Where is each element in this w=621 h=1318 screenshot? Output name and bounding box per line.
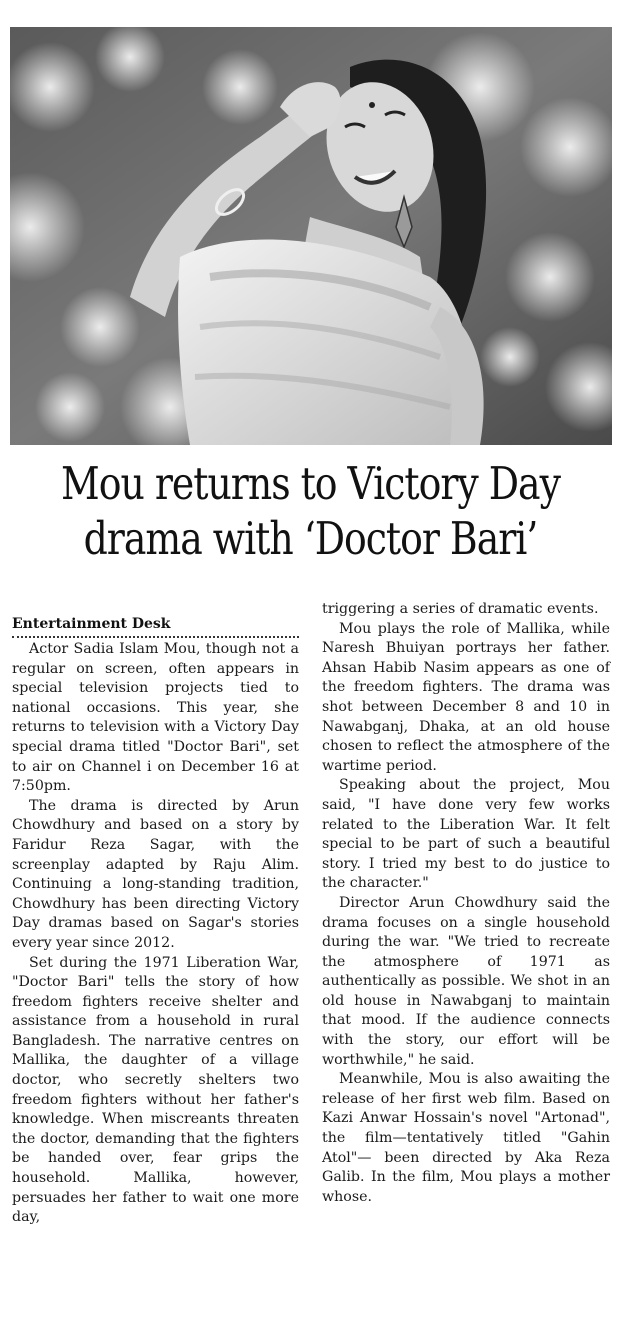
paragraph: The drama is directed by Arun Chowdhury and based on a story by Faridur Reza Sagar, with the screenplay adapted by Raju Alim. Continuing a long-standing tradition, Chowdhury has been directing Victory Day dramas based on Sagar's stories every year since 2012. <box>12 797 299 951</box>
byline: Entertainment Desk <box>12 615 299 638</box>
headline: Mou returns to Victory Day drama with ‘Doctor Bari’ <box>61 457 560 565</box>
article-column-left <box>12 640 299 1228</box>
paragraph: Director Arun Chowdhury said the drama focuses on a single household during the war. "We tried to recreate the atmosphere of 1971 as authentically as possible. We shot in an old house in Nawabganj to maintain that mood. If the audience connects with the story, our effort will be worthwhile," he said. <box>322 894 610 1068</box>
paragraph: Mou plays the role of Mallika, while Naresh Bhuiyan portrays her father. Ahsan Habib Nasim appears as one of the freedom fighters. The drama was shot between December 8 and 10 in Nawabganj, Dhaka, at an old house chosen to reflect the atmosphere of the wartime period. <box>322 620 610 774</box>
paragraph: Actor Sadia Islam Mou, though not a regular on screen, often appears in special television projects tied to national occasions. This year, she returns to television with a Victory Day special drama titled "Doctor Bari", set to air on Channel i on December 16 at 7:50pm. <box>12 641 299 795</box>
portrait-photo-icon <box>10 27 612 445</box>
paragraph-continuation: triggering a series of dramatic events. <box>322 601 599 617</box>
paragraph: Set during the 1971 Liberation War, "Doctor Bari" tells the story of how freedom fighters receive shelter and assistance from a household in rural Bangladesh. The narrative centres on Mallika, the daughter of a village doctor, who secretly shelters two freedom fighters without her father's knowledge. When miscreants threaten the doctor, demanding that the fighters be handed over, fear grips the household. Mallika, however, persuades her father to wait one more day, <box>12 954 299 1226</box>
paragraph: Meanwhile, Mou is also awaiting the release of her first web film. Based on Kazi Anwar Hossain's novel "Artonad", the film—tentatively titled "Gahin Atol"— been directed by Aka Reza Galib. In the film, Mou plays a mother whose. <box>322 1071 610 1205</box>
article-photo <box>10 27 612 445</box>
article-column-right <box>322 600 610 1207</box>
paragraph: Speaking about the project, Mou said, "I have done very few works related to the Liberation War. It felt special to be part of such a beautiful story. I tried my best to do justice to the character." <box>322 777 610 892</box>
